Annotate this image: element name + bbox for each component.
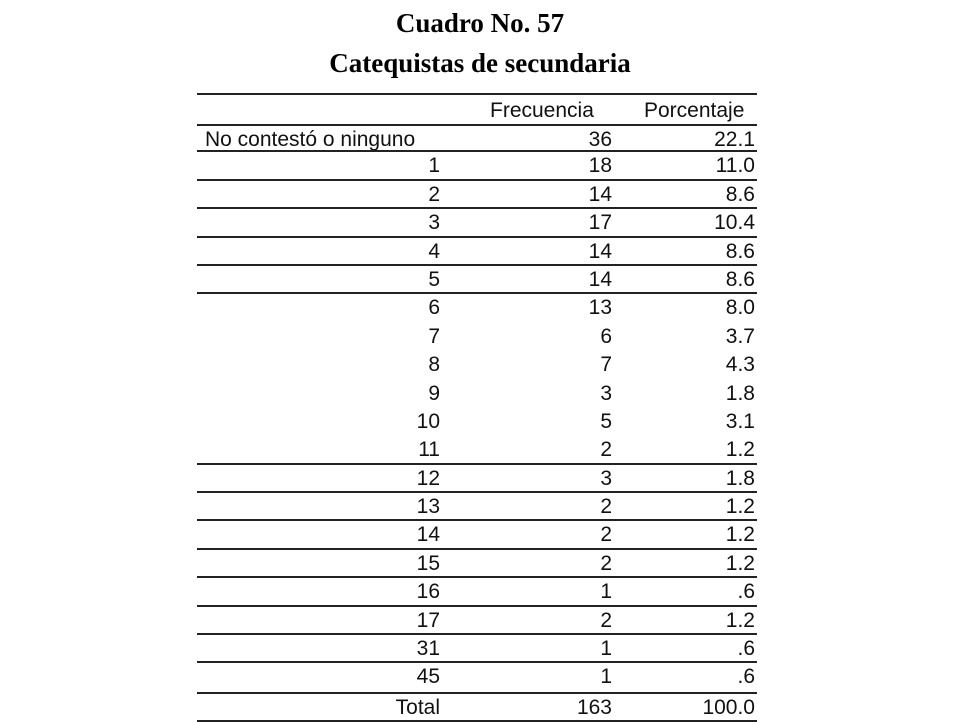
table-row	[197, 323, 757, 351]
row-label: 4	[428, 239, 440, 263]
table-row	[197, 181, 757, 209]
table-row	[197, 521, 757, 549]
row-frecuencia: 1	[600, 580, 612, 604]
row-frecuencia: 5	[600, 409, 612, 433]
table-row	[197, 465, 757, 493]
frequency-table	[197, 93, 757, 722]
row-porcentaje: 8.6	[725, 239, 755, 263]
row-label: 13	[416, 495, 440, 519]
row-label: No contestó o ninguno	[205, 128, 416, 151]
row-label: 6	[428, 296, 440, 320]
table-row	[197, 550, 757, 578]
header-frecuencia: Frecuencia	[490, 99, 594, 122]
row-label: 11	[418, 438, 440, 462]
row-frecuencia: 1	[600, 637, 612, 661]
table-row	[197, 209, 757, 237]
row-porcentaje: 1.2	[725, 438, 755, 462]
row-porcentaje: 1.8	[725, 466, 755, 490]
row-porcentaje: 8.6	[725, 182, 755, 206]
row-label: 9	[428, 381, 440, 405]
row-label: 3	[428, 211, 440, 235]
table-row	[197, 436, 757, 464]
row-label: 5	[428, 267, 440, 291]
row-porcentaje: .6	[737, 637, 755, 661]
row-frecuencia: 14	[588, 267, 612, 291]
table-row	[197, 294, 757, 322]
row-label: 17	[416, 608, 440, 632]
row-label: 2	[428, 182, 440, 206]
row-porcentaje: .6	[737, 580, 755, 604]
page-title: Cuadro No. 57	[395, 8, 565, 38]
row-label: 31	[416, 637, 440, 661]
row-porcentaje: 1.2	[725, 608, 755, 632]
row-porcentaje: 22.1	[714, 128, 755, 151]
row-frecuencia: 14	[588, 239, 612, 263]
table-header-row	[197, 93, 757, 124]
row-frecuencia: 3	[600, 381, 612, 405]
row-porcentaje: 4.3	[725, 353, 755, 377]
table-row	[197, 663, 757, 691]
table-row	[197, 351, 757, 379]
header-porcentaje: Porcentaje	[644, 99, 745, 122]
row-porcentaje: 3.1	[725, 409, 755, 433]
total-freq: 163	[576, 695, 612, 719]
row-porcentaje: 8.6	[725, 267, 755, 291]
table-row	[197, 607, 757, 635]
table-row	[197, 380, 757, 408]
row-label: 16	[416, 580, 440, 604]
row-frecuencia: 36	[588, 128, 612, 151]
row-porcentaje: 1.2	[725, 495, 755, 519]
row-porcentaje: 11.0	[715, 154, 755, 178]
table-row	[197, 124, 757, 152]
row-frecuencia: 7	[600, 353, 612, 377]
row-frecuencia: 2	[600, 523, 612, 547]
row-frecuencia: 14	[588, 182, 612, 206]
table-row	[197, 635, 757, 663]
row-label: 1	[428, 154, 440, 178]
table-row	[197, 493, 757, 521]
row-porcentaje: 1.2	[725, 551, 755, 575]
table-row	[197, 152, 757, 180]
table-row	[197, 266, 757, 294]
row-porcentaje: 1.2	[725, 523, 755, 547]
table-row	[197, 408, 757, 436]
row-porcentaje: 3.7	[725, 324, 755, 348]
row-label: 14	[416, 523, 440, 547]
row-frecuencia: 2	[600, 438, 612, 462]
row-frecuencia: 6	[600, 324, 612, 348]
row-frecuencia: 18	[588, 154, 612, 178]
page-subtitle: Catequistas de secundaria	[329, 48, 631, 78]
row-porcentaje: 10.4	[714, 211, 755, 235]
row-label: 15	[416, 551, 440, 575]
row-label: 7	[428, 324, 440, 348]
row-label: 8	[428, 353, 440, 377]
row-label: 12	[416, 466, 440, 490]
total-label: Total	[395, 695, 440, 719]
row-frecuencia: 1	[600, 665, 612, 689]
row-label: 45	[416, 665, 440, 689]
total-pct: 100.0	[702, 695, 755, 719]
row-frecuencia: 2	[600, 495, 612, 519]
row-frecuencia: 13	[588, 296, 612, 320]
row-porcentaje: .6	[737, 665, 755, 689]
table-row	[197, 238, 757, 266]
row-frecuencia: 3	[600, 466, 612, 490]
row-frecuencia: 2	[600, 608, 612, 632]
row-porcentaje: 1.8	[725, 381, 755, 405]
row-label: 10	[416, 409, 440, 433]
table-row	[197, 578, 757, 606]
row-porcentaje: 8.0	[725, 296, 755, 320]
row-frecuencia: 2	[600, 551, 612, 575]
row-frecuencia: 17	[588, 211, 612, 235]
table-total-row	[197, 692, 757, 722]
